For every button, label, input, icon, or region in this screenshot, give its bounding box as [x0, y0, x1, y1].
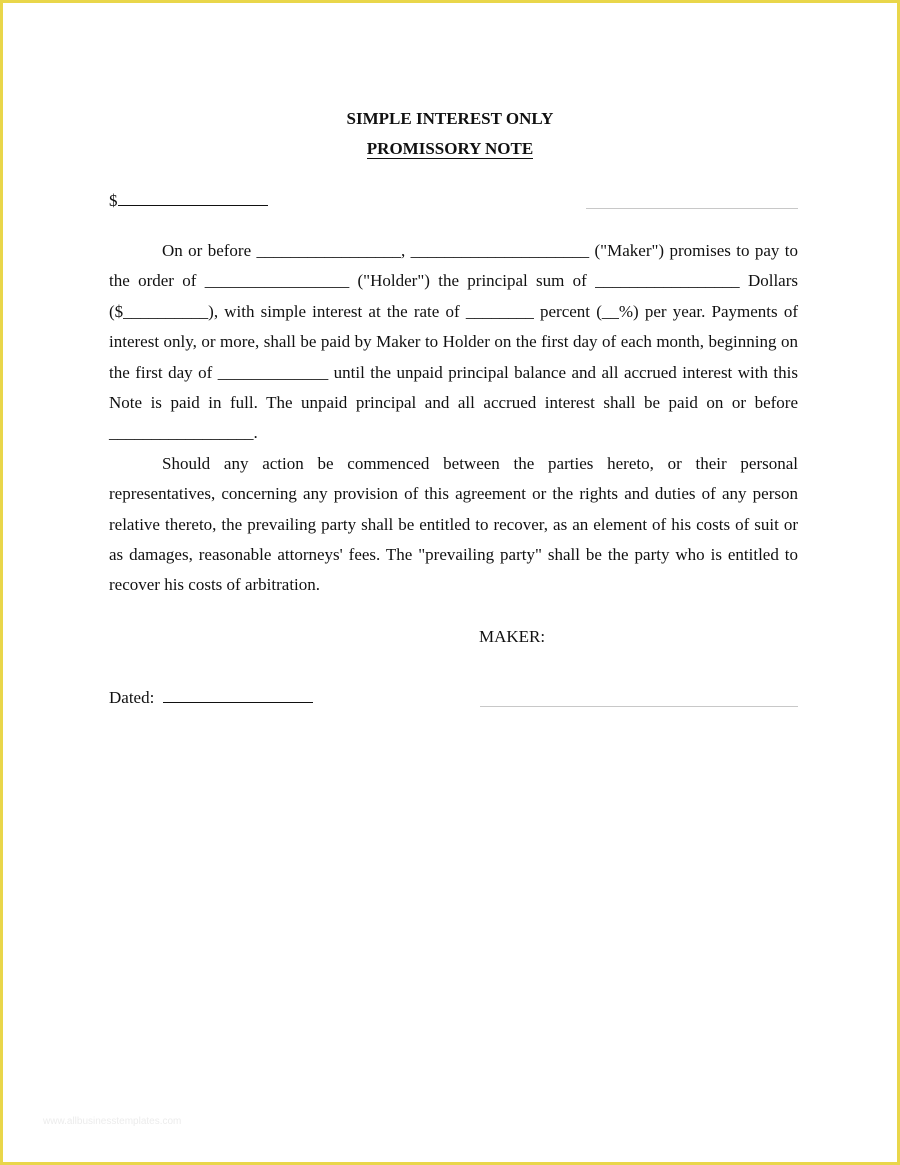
maker-label: MAKER:: [479, 627, 546, 646]
dated-field: [109, 688, 313, 708]
dated-blank: [163, 688, 313, 703]
document-title-underlined: PROMISSORY NOTE: [366, 139, 534, 158]
terms-paragraph: On or before _________________, _____________________ ("Maker") promises to pay to the order of _________________ ("Holder") the principal sum of _________________ Dollars ($__________), with simple interest at the rate of ________ percent (__%) per year. Payments of interest only, or more, shall be paid by Maker to Holder on the first day of each month, beginning on the first day of _____________ until the unpaid principal balance and all accrued interest with this Note is paid in full. The unpaid principal and all accrued interest shall be paid on or before _________________.: [109, 241, 798, 443]
note-body: [109, 236, 798, 601]
attorney-fees-paragraph: Should any action be commenced between the parties hereto, or their personal representatives, concerning any provision of this agreement or the rights and duties of any person relative thereto, the prevailing party shall be entitled to recover, as an element of his costs of suit or as damages, reasonable attorneys' fees. The "prevailing party" shall be the party who is entitled to recover his costs of arbitration.: [109, 453, 798, 595]
watermark-text: www.allbusinesstemplates.com: [43, 1116, 182, 1127]
date-signature-rule-top: [586, 208, 798, 209]
document-title-line2: [3, 139, 897, 159]
amount-blank: [118, 191, 268, 206]
amount-prefix: $: [109, 191, 118, 210]
amount-field: [109, 191, 268, 211]
document-title-line1: SIMPLE INTEREST ONLY: [346, 109, 554, 128]
dated-label: Dated:: [109, 688, 155, 707]
maker-signature-rule: [480, 706, 798, 707]
